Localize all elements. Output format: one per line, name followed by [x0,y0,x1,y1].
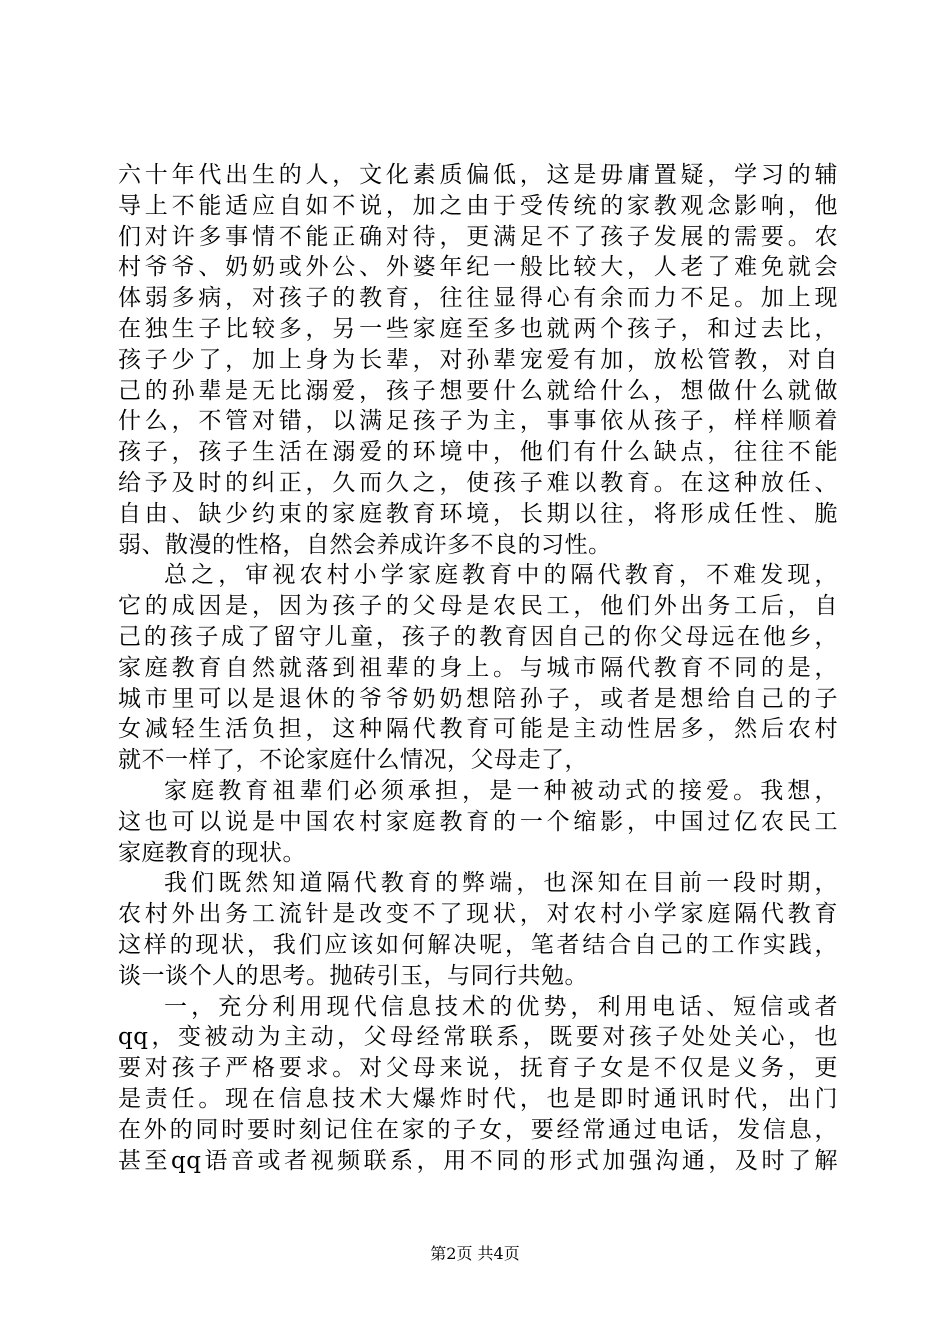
text-line: 家庭教育祖辈们必须承担，是一种被动式的接爱。我想， [164,777,838,804]
text-line: qq，变被动为主动，父母经常联系，既要对孩子处处关心，也 [118,1024,838,1051]
text-line: 就不一样了，不论家庭什么情况，父母走了， [118,747,588,774]
page-number-footer: 第2页 共4页 [430,1244,520,1263]
text-line: 己的孙辈是无比溺爱，孩子想要什么就给什么，想做什么就做 [118,377,838,404]
text-line: 村爷爷、奶奶或外公、外婆年纪一般比较大，人老了难免就会 [118,254,838,281]
text-line: 导上不能适应自如不说，加之由于受传统的家教观念影响，他 [118,192,838,219]
paragraph-2 [118,560,838,776]
text-line: 一，充分利用现代信息技术的优势，利用电话、短信或者 [164,993,838,1020]
paragraph-1 [118,160,838,560]
text-line: 甚至qq语音或者视频联系，用不同的形式加强沟通，及时了解 [118,1147,838,1174]
text-line: 弱、散漫的性格，自然会养成许多不良的习性。 [118,531,612,558]
paragraph-5 [118,992,838,1177]
text-line: 自由、缺少约束的家庭教育环境，长期以往，将形成任性、脆 [118,500,838,527]
text-line: 这样的现状，我们应该如何解决呢，笔者结合自己的工作实践， [118,931,838,958]
text-line: 农村外出务工流针是改变不了现状，对农村小学家庭隔代教育 [118,901,838,928]
paragraph-4 [118,868,838,991]
text-line: 要对孩子严格要求。对父母来说，抚育子女是不仅是义务，更 [118,1055,838,1082]
paragraph-3 [118,776,838,868]
text-line: 给予及时的纠正，久而久之，使孩子难以教育。在这种放任、 [118,469,838,496]
text-line: 什么，不管对错，以满足孩子为主，事事依从孩子，样样顺着 [118,408,838,435]
text-line: 我们既然知道隔代教育的弊端，也深知在目前一段时期， [164,870,838,897]
text-line: 己的孩子成了留守儿童，孩子的教育因自己的你父母远在他乡， [118,623,838,650]
text-line: 家庭教育自然就落到祖辈的身上。与城市隔代教育不同的是， [118,654,838,681]
text-line: 体弱多病，对孩子的教育，往往显得心有余而力不足。加上现 [118,285,838,312]
text-line: 们对许多事情不能正确对待，更满足不了孩子发展的需要。农 [118,223,838,250]
text-line: 这也可以说是中国农村家庭教育的一个缩影，中国过亿农民工 [118,808,838,835]
text-line: 在外的同时要时刻记住在家的子女，要经常通过电话，发信息， [118,1116,838,1143]
text-line: 家庭教育的现状。 [118,839,306,866]
text-line: 它的成因是，因为孩子的父母是农民工，他们外出务工后，自 [118,593,838,620]
text-line: 女减轻生活负担，这种隔代教育可能是主动性居多，然后农村 [118,716,838,743]
text-line: 谈一谈个人的思考。抛砖引玉，与同行共勉。 [118,962,588,989]
text-line: 在独生子比较多，另一些家庭至多也就两个孩子，和过去比， [118,315,838,342]
text-line: 总之，审视农村小学家庭教育中的隔代教育，不难发现， [164,562,838,589]
text-line: 六十年代出生的人，文化素质偏低，这是毋庸置疑，学习的辅 [118,162,838,188]
text-line: 是责任。现在信息技术大爆炸时代，也是即时通讯时代，出门 [118,1085,838,1112]
text-line: 孩子少了，加上身为长辈，对孙辈宠爱有加，放松管教，对自 [118,346,838,373]
text-line: 城市里可以是退休的爷爷奶奶想陪孙子，或者是想给自己的子 [118,685,838,712]
body-text [118,160,838,1176]
text-line: 孩子，孩子生活在溺爱的环境中，他们有什么缺点，往往不能 [118,439,838,466]
